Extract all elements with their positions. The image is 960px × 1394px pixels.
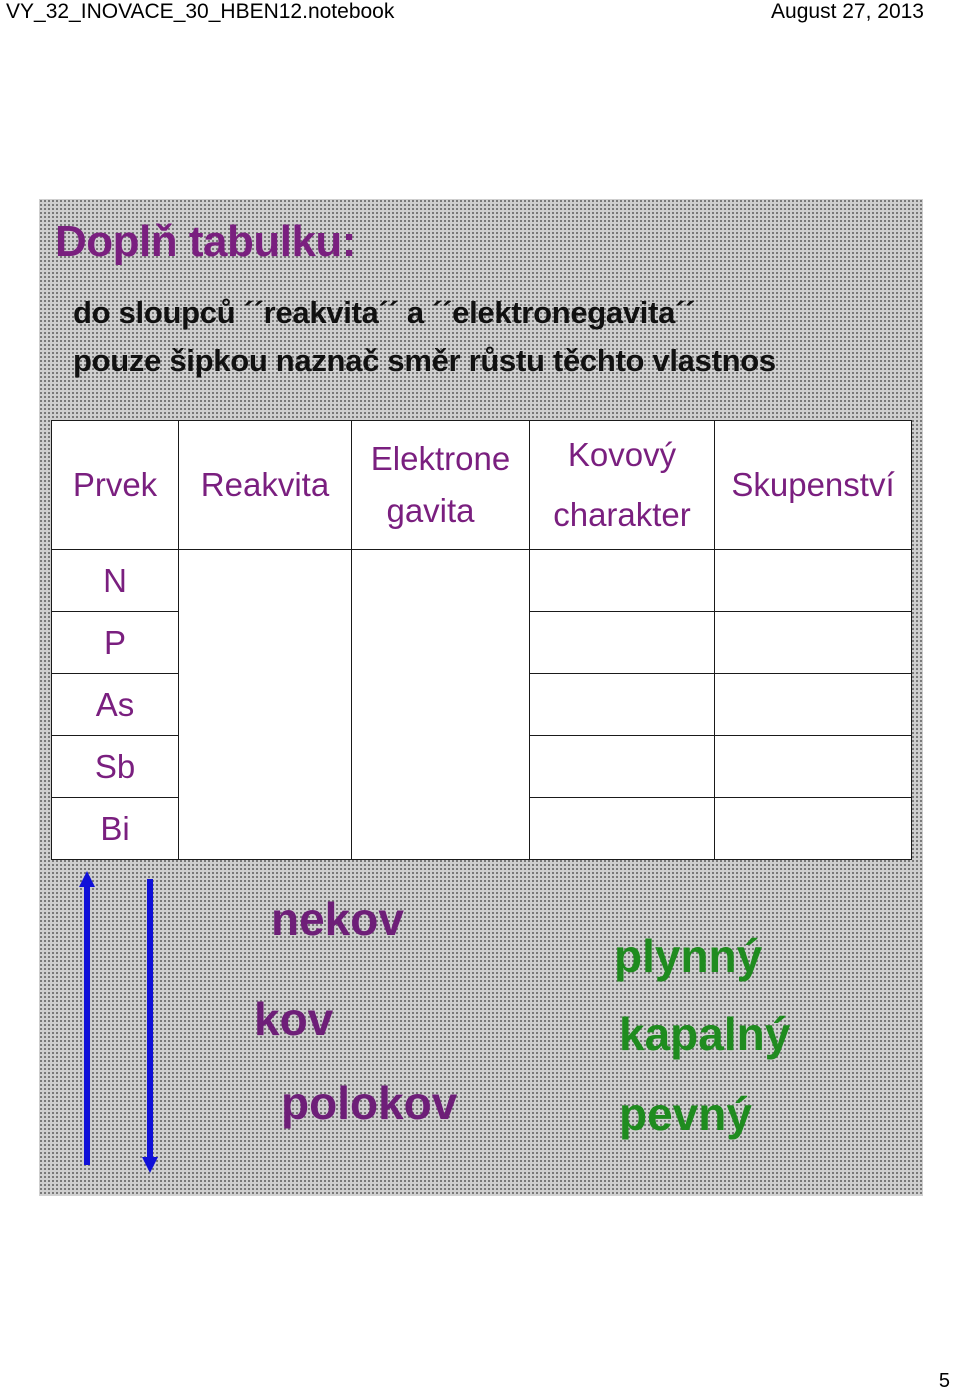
word-plynny[interactable]: plynný <box>614 930 763 982</box>
element-cell: P <box>52 612 179 674</box>
header-elektronegativita-line1: Elektrone <box>370 440 511 477</box>
page-number: 5 <box>938 1370 950 1392</box>
header-elektronegativita <box>352 421 530 550</box>
header-kovovy-charakter <box>530 421 715 550</box>
header-kovovy-line2: charakter <box>553 496 691 533</box>
arrow-down-icon[interactable] <box>140 877 160 1177</box>
kovovy-cell[interactable] <box>530 798 715 860</box>
skupenstvi-cell[interactable] <box>715 798 912 860</box>
document-filename: VY_32_INOVACE_30_HBEN12.notebook <box>6 0 395 23</box>
document-date: August 27, 2013 <box>771 0 924 23</box>
element-cell: As <box>52 674 179 736</box>
header-skupenstvi: Skupenství <box>715 421 912 550</box>
reakvita-arrow-cell[interactable] <box>179 550 352 860</box>
slide <box>39 199 923 1196</box>
table-row <box>52 550 912 612</box>
element-cell: N <box>52 550 179 612</box>
table-header-row <box>52 421 912 550</box>
kovovy-cell[interactable] <box>530 550 715 612</box>
slide-title: Doplň tabulku: <box>55 217 356 266</box>
header-reakvita: Reakvita <box>179 421 352 550</box>
kovovy-cell[interactable] <box>530 736 715 798</box>
word-kov[interactable]: kov <box>254 993 334 1045</box>
instruction-line-1: do sloupců ´´reakvita´´ a ´´elektronegavita´´ <box>73 295 696 330</box>
arrow-up-icon[interactable] <box>77 869 97 1169</box>
word-pevny[interactable]: pevný <box>619 1088 752 1140</box>
header-elektronegativita-line2: gavita <box>386 492 475 529</box>
elektronegativita-arrow-cell[interactable] <box>352 550 530 860</box>
element-table <box>51 420 912 860</box>
word-nekov[interactable]: nekov <box>271 893 404 945</box>
word-polokov[interactable]: polokov <box>281 1077 458 1129</box>
skupenstvi-cell[interactable] <box>715 736 912 798</box>
skupenstvi-cell[interactable] <box>715 612 912 674</box>
kovovy-cell[interactable] <box>530 612 715 674</box>
skupenstvi-cell[interactable] <box>715 550 912 612</box>
element-cell: Bi <box>52 798 179 860</box>
header-kovovy-line1: Kovový <box>567 436 677 473</box>
header-prvek: Prvek <box>52 421 179 550</box>
word-kapalny[interactable]: kapalný <box>619 1008 791 1060</box>
instruction-line-2: pouze šipkou naznač směr růstu těchto vlastnos <box>73 343 776 378</box>
element-cell: Sb <box>52 736 179 798</box>
skupenstvi-cell[interactable] <box>715 674 912 736</box>
kovovy-cell[interactable] <box>530 674 715 736</box>
